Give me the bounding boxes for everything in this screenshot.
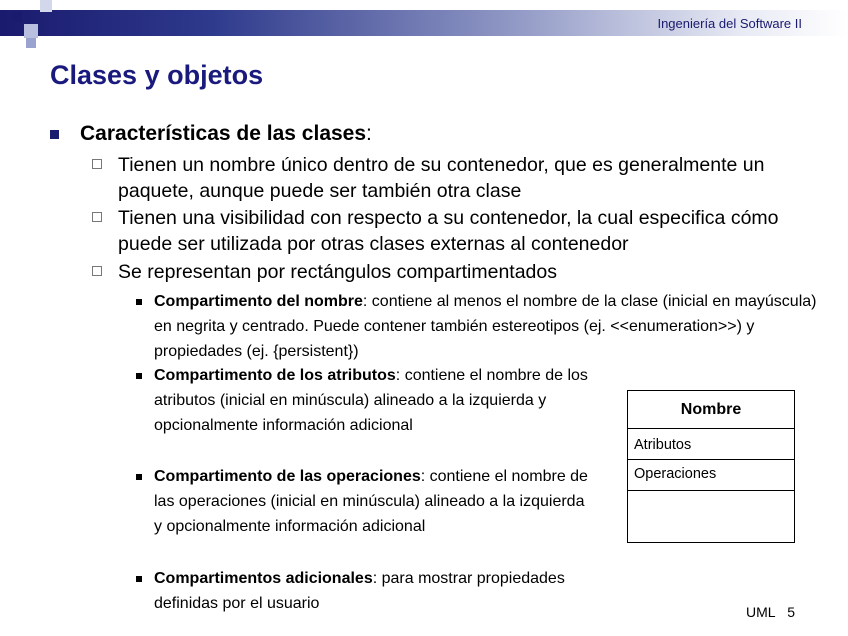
footer	[746, 604, 795, 620]
decorative-square	[24, 24, 38, 38]
small-square-bullet-icon	[136, 373, 142, 379]
square-bullet-icon	[50, 130, 59, 139]
decorative-square	[40, 0, 52, 12]
uml-class-diagram	[627, 390, 795, 543]
footer-label: UML	[746, 604, 776, 620]
course-title: Ingeniería del Software II	[657, 16, 802, 31]
attributes-compartment: Atributos	[628, 429, 794, 460]
hollow-square-bullet-icon	[92, 212, 102, 222]
slide-title: Clases y objetos	[50, 60, 264, 90]
decorative-square	[26, 38, 36, 48]
hollow-square-bullet-icon	[92, 159, 102, 169]
small-square-bullet-icon	[136, 474, 142, 480]
page-number: 5	[787, 604, 796, 620]
small-square-bullet-icon	[136, 299, 142, 305]
main-bullet-rest: :	[366, 122, 372, 145]
name-compartment: Nombre	[628, 391, 794, 429]
operations-compartment: Operaciones	[628, 460, 794, 491]
main-bullet-bold: Características de las clases	[80, 122, 367, 145]
decorative-square	[12, 12, 22, 22]
hollow-square-bullet-icon	[92, 266, 102, 276]
small-square-bullet-icon	[136, 576, 142, 582]
